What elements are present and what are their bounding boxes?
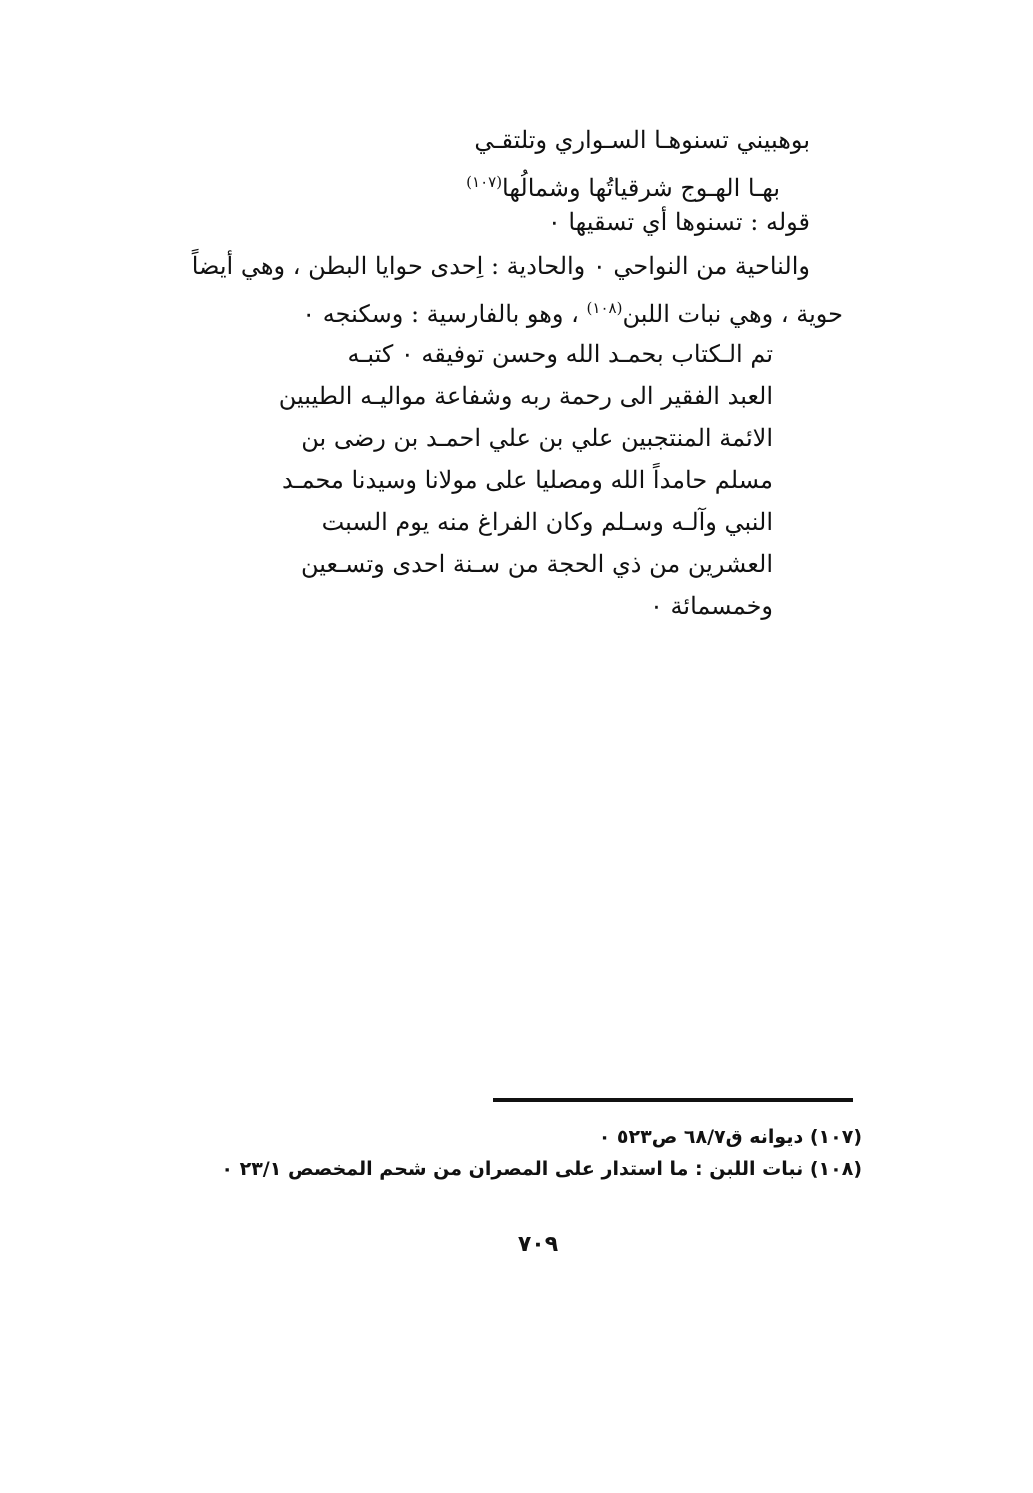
verse-line-2 [466, 166, 780, 204]
colophon-line: تم الـكتاب بحمـد الله وحسن توفيقه ٠ كتبـه [347, 340, 773, 368]
colophon-line: وخمسمائة ٠ [650, 592, 773, 620]
footnote-107: (١٠٧) ديوانه ق٦٨/٧ ص٥٢٣ ٠ [598, 1126, 862, 1148]
footnote-ref-107: (١٠٧) [466, 173, 503, 191]
verse-line-1: بوهبيني تسنوهـا السـواري وتلتقـي [474, 126, 810, 154]
footnote-divider [493, 1098, 853, 1102]
verse-line-2-text: بهـا الهـوج شرقياتُها وشمالُها [502, 174, 780, 202]
commentary-line-4: والناحية من النواحي ٠ والحادية : اِحدى حوايا البطن ، وهي أيضاً [191, 252, 810, 280]
colophon-line: العشرين من ذي الحجة من سـنة احدى وتسـعين [300, 550, 773, 578]
footnote-ref-108: (١٠٨) [586, 299, 623, 317]
footnote-108: (١٠٨) نبات اللبن : ما استدار على المصران من شحم المخصص ٢٣/١ ٠ [221, 1158, 862, 1180]
colophon-line: الائمة المنتجبين علي بن علي احمـد بن رضى بن [301, 424, 773, 452]
commentary-line-3: قوله : تسنوها أي تسقيها ٠ [547, 208, 810, 236]
commentary-line-5 [302, 292, 843, 330]
colophon-line: العبد الفقير الى رحمة ربه وشفاعة مواليـه الطيبين [278, 382, 773, 410]
colophon-line: النبي وآلـه وسـلم وكان الفراغ منه يوم السبت [321, 508, 773, 536]
commentary-line-5-part1: حوية ، وهي نبات اللبن [622, 300, 843, 328]
page-number: ٧٠٩ [517, 1232, 559, 1257]
colophon-line: مسلم حامداً الله ومصليا على مولانا وسيدنا محمـد [282, 466, 773, 494]
commentary-line-5-part2: ، وهو بالفارسية : وسكنجه ٠ [302, 300, 579, 328]
